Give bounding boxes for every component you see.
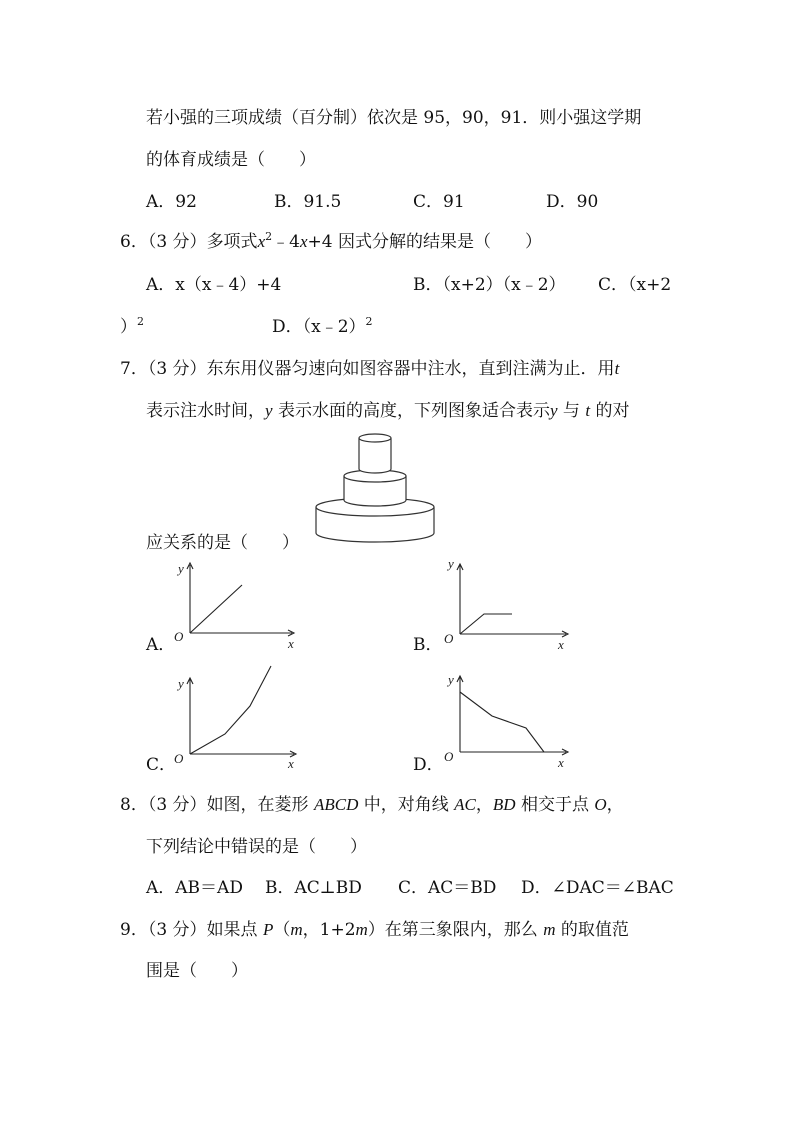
graph-b-curve	[460, 614, 512, 634]
container-figure	[312, 428, 438, 550]
q8-option-d: D．∠DAC＝∠BAC	[521, 878, 674, 898]
graph-b-label: B．	[413, 635, 443, 655]
graph-d	[440, 668, 575, 773]
q6-score: （3 分）	[147, 232, 207, 252]
graph-d-origin: O	[444, 749, 454, 764]
q7-stem-line2: 表示注水时间，y 表示水面的高度，下列图象适合表示y 与 t 的对	[146, 401, 630, 421]
q6-option-c: C．（x+2	[598, 275, 672, 295]
q7-stem-line3: 应关系的是（ ）	[146, 533, 299, 553]
q5-option-a: A．92	[146, 192, 197, 212]
q6-stem: 6．（3 分）多项式$x^2﹣4x+4$ 因式分解的结果是（ ）	[120, 230, 542, 252]
q7-score: （3 分）	[147, 359, 207, 379]
q8-stem-line2: 下列结论中错误的是（ ）	[146, 837, 367, 857]
q8-number: 8．	[120, 795, 148, 815]
q7-number: 7．	[120, 359, 148, 379]
graph-a-y-label: y	[178, 561, 184, 576]
graph-c-curve	[190, 666, 271, 754]
q8-score: （3 分）	[147, 795, 207, 815]
q9-stem-line1: 9．（3 分）如果点 P（m，1+2m）在第三象限内，那么 m 的取值范	[120, 920, 629, 940]
graph-b-x-label: x	[558, 637, 564, 652]
graph-d-y-label: y	[448, 672, 454, 687]
q9-number: 9．	[120, 920, 148, 940]
q5-stem-line2: 的体育成绩是（ ）	[146, 150, 316, 170]
q8-stem-line1: 8．（3 分）如图，在菱形 ABCD 中，对角线 AC，BD 相交于点 O，	[120, 795, 624, 815]
q8-option-c: C．AC＝BD	[398, 878, 497, 898]
q5-option-c: C．91	[413, 192, 465, 212]
graph-d-label: D．	[413, 755, 444, 775]
graph-a-curve	[190, 585, 242, 633]
q8-option-a: A．AB＝AD	[146, 878, 243, 898]
graph-a-origin: O	[174, 629, 184, 644]
graph-a-label: A．	[146, 635, 176, 655]
graph-b-y-label: y	[448, 556, 454, 571]
graph-d-x-label: x	[558, 755, 564, 770]
graph-b-origin: O	[444, 631, 454, 646]
graph-a-x-label: x	[288, 636, 294, 650]
q9-score: （3 分）	[147, 920, 207, 940]
q5-stem-line1: 若小强的三项成绩（百分制）依次是 95，90，91．则小强这学期	[146, 108, 642, 128]
graph-a	[170, 555, 305, 650]
graph-c-y-label: y	[178, 676, 184, 691]
graph-c-x-label: x	[288, 756, 294, 770]
q8-option-b: B．AC⊥BD	[265, 878, 362, 898]
graph-b	[440, 552, 575, 652]
q6-number: 6．	[120, 232, 148, 252]
q6-option-b: B．（x+2）（x﹣2）	[413, 275, 566, 295]
q7-stem-line1: 7．（3 分）东东用仪器匀速向如图容器中注水，直到注满为止．用t	[120, 359, 620, 379]
q5-option-b: B．91.5	[274, 192, 342, 212]
q9-stem-line2: 围是（ ）	[146, 961, 248, 981]
graph-c-origin: O	[174, 751, 184, 766]
q5-option-d: D．90	[546, 192, 599, 212]
graph-c-label: C．	[146, 755, 177, 775]
q6-option-c-cont: ）$^2$	[120, 315, 144, 337]
graph-d-curve	[460, 692, 544, 752]
graph-c	[170, 662, 305, 770]
q6-option-a: A．x（x﹣4）+4	[146, 275, 282, 295]
q6-option-d: D．（x﹣2）$^2$	[272, 315, 373, 337]
